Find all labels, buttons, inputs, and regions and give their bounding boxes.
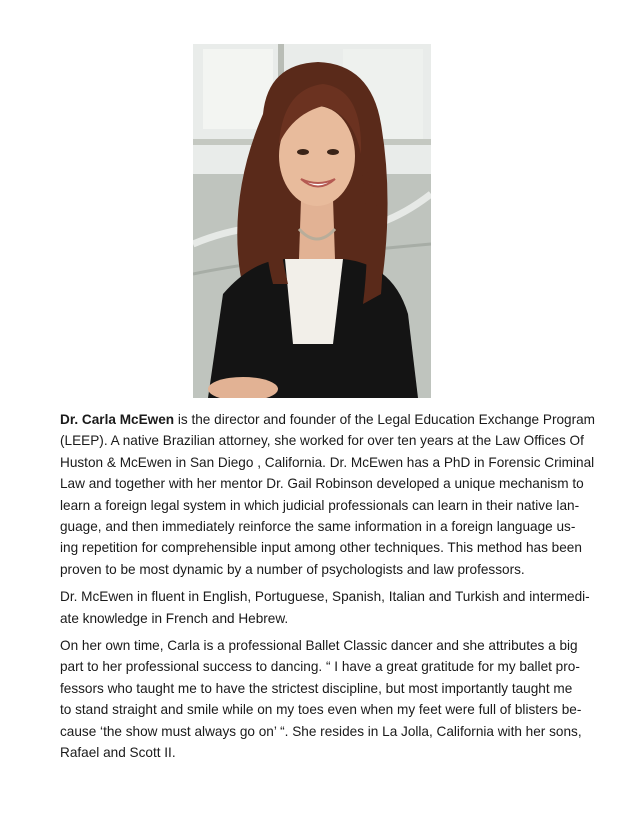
bio-line: Dr. McEwen in fluent in English, Portuguese, Spanish, Italian and Turkish and intermedi- xyxy=(60,589,590,605)
bio-line: guage, and then immediately reinforce the same information in a foreign language us- xyxy=(60,519,576,535)
bio-line: Huston & McEwen in San Diego , California. Dr. McEwen has a PhD in Forensic Criminal xyxy=(60,454,595,470)
bio-line: ing repetition for comprehensible input among other techniques. This method has been xyxy=(60,540,582,556)
bio-line: fessors who taught me to have the strictest discipline, but most importantly taught me xyxy=(60,680,573,696)
bio-line: cause ‘the show must always go on’ “. She resides in La Jolla, California with her sons, xyxy=(60,723,582,739)
bio-line: learn a foreign legal system in which judicial professionals can learn in their native lan- xyxy=(60,497,580,513)
bio-line: to stand straight and smile while on my toes even when my feet were full of blisters be- xyxy=(60,702,582,718)
person-name: Dr. Carla McEwen xyxy=(60,412,175,427)
portrait-illustration xyxy=(193,44,431,398)
bio-paragraph-3 xyxy=(60,635,580,763)
bio-line: proven to be most dynamic by a number of psychologists and law professors. xyxy=(60,561,525,577)
bio-line: ate knowledge in French and Hebrew. xyxy=(60,610,289,626)
biography-text xyxy=(60,409,596,770)
bio-line: Dr. Carla McEwen is the director and founder of the Legal Education Exchange Program xyxy=(60,412,596,427)
bio-line: Law and together with her mentor Dr. Gail Robinson developed a unique mechanism to xyxy=(60,476,584,492)
portrait-photo xyxy=(193,44,431,398)
bio-paragraph-2 xyxy=(60,586,590,629)
bio-line: (LEEP). A native Brazilian attorney, she worked for over ten years at the Law Offices Of xyxy=(60,433,584,449)
bio-line: Rafael and Scott II. xyxy=(60,745,176,761)
bio-paragraph-1 xyxy=(60,409,596,580)
bio-line: On her own time, Carla is a professional Ballet Classic dancer and she attributes a big xyxy=(60,638,578,654)
bio-line: part to her professional success to dancing. “ I have a great gratitude for my ballet pro- xyxy=(60,659,580,675)
